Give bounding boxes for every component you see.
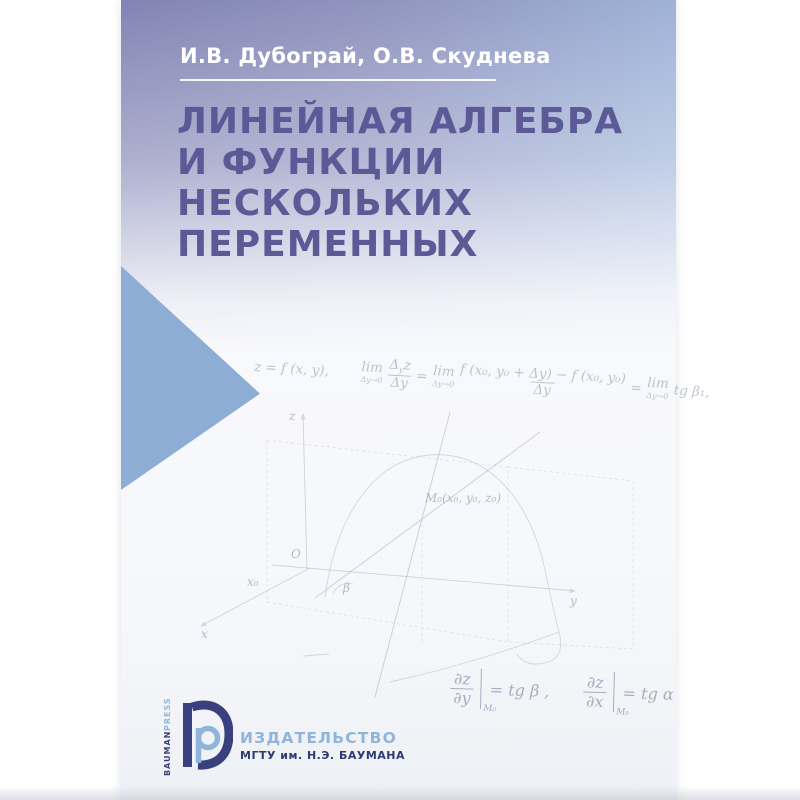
dashed-construction-lines bbox=[267, 440, 633, 649]
lim-operator: lim Δy→0 bbox=[646, 375, 670, 401]
tick-mark bbox=[303, 654, 329, 656]
x-axis-label: x bbox=[201, 627, 208, 641]
dz-dx-fraction: $\frac{\partial z}{\partial x}$ bbox=[583, 673, 607, 710]
formula-spacer bbox=[555, 691, 577, 692]
title-line-3: НЕСКОЛЬКИХ bbox=[177, 183, 473, 224]
publisher-name-line1: ИЗДАТЕЛЬСТВО bbox=[240, 729, 397, 748]
delta-fraction: $\frac{\Delta_yz}{\Delta y}$ bbox=[388, 356, 412, 392]
y-axis bbox=[272, 565, 575, 591]
difference-quotient-fraction: f (x₀, y₀ + Δy) − f (x₀, y₀) Δy bbox=[459, 361, 627, 399]
limit-formula bbox=[253, 350, 710, 408]
point-m0-label: M₀(x₀, y₀, z₀) bbox=[425, 491, 502, 505]
formula-tail: tg β₁, bbox=[673, 381, 711, 400]
equals-sign: = bbox=[415, 367, 429, 385]
equals-tg-alpha: = tg α bbox=[622, 683, 674, 704]
title-line-4: ПЕРЕМЕННЫХ bbox=[177, 224, 479, 265]
surface-edge-curl bbox=[517, 632, 561, 664]
origin-label: O bbox=[291, 547, 301, 561]
baumanpress-vertical-text: BAUMAN PRESS bbox=[163, 697, 172, 777]
y-axis-label: y bbox=[570, 594, 577, 608]
partial-derivative-formula bbox=[450, 668, 674, 718]
book-cover bbox=[121, 0, 711, 800]
evaluation-bar: M₀ bbox=[613, 672, 615, 712]
surface-tangent-diagram bbox=[185, 402, 685, 707]
x0-label: x₀ bbox=[247, 575, 259, 589]
lim-operator: lim Δy→0 bbox=[431, 363, 456, 389]
title-line-2: И ФУНКЦИИ bbox=[177, 142, 446, 183]
tangent-steep bbox=[375, 412, 450, 697]
photo-floor-shadow bbox=[0, 786, 800, 800]
book-title bbox=[177, 101, 623, 265]
beta-label: β bbox=[343, 581, 350, 595]
formula-spacer bbox=[334, 371, 356, 372]
dz-dy-fraction: $\frac{\partial z}{\partial y}$ bbox=[450, 670, 474, 707]
publisher-logo-block bbox=[164, 697, 405, 776]
publisher-name-line2: МГТУ им. Н.Э. БАУМАНА bbox=[240, 749, 405, 763]
equals-tg-beta: = tg β , bbox=[489, 679, 550, 701]
publisher-name bbox=[240, 697, 405, 776]
authors-underline bbox=[180, 79, 496, 81]
equals-sign: = bbox=[629, 379, 643, 397]
axes bbox=[201, 414, 575, 626]
evaluation-bar: M₀ bbox=[480, 669, 482, 709]
diagram-labels bbox=[201, 409, 577, 641]
surface-dome-curve bbox=[325, 455, 559, 632]
tangent-shallow bbox=[315, 432, 540, 598]
title-line-1: ЛИНЕЙНАЯ АЛГЕБРА bbox=[177, 101, 624, 142]
lim-operator: lim Δy→0 bbox=[360, 359, 384, 385]
z-axis bbox=[303, 414, 307, 570]
right-plane bbox=[508, 467, 633, 649]
tangent-lines bbox=[315, 412, 540, 697]
surface-curves bbox=[303, 455, 561, 682]
bauman-press-logo-icon bbox=[179, 697, 233, 771]
authors-line: И.В. Дубограй, О.В. Скуднева bbox=[180, 44, 551, 68]
z-axis-label: z bbox=[289, 409, 296, 423]
formula-lhs: z = f (x, y), bbox=[253, 358, 330, 379]
